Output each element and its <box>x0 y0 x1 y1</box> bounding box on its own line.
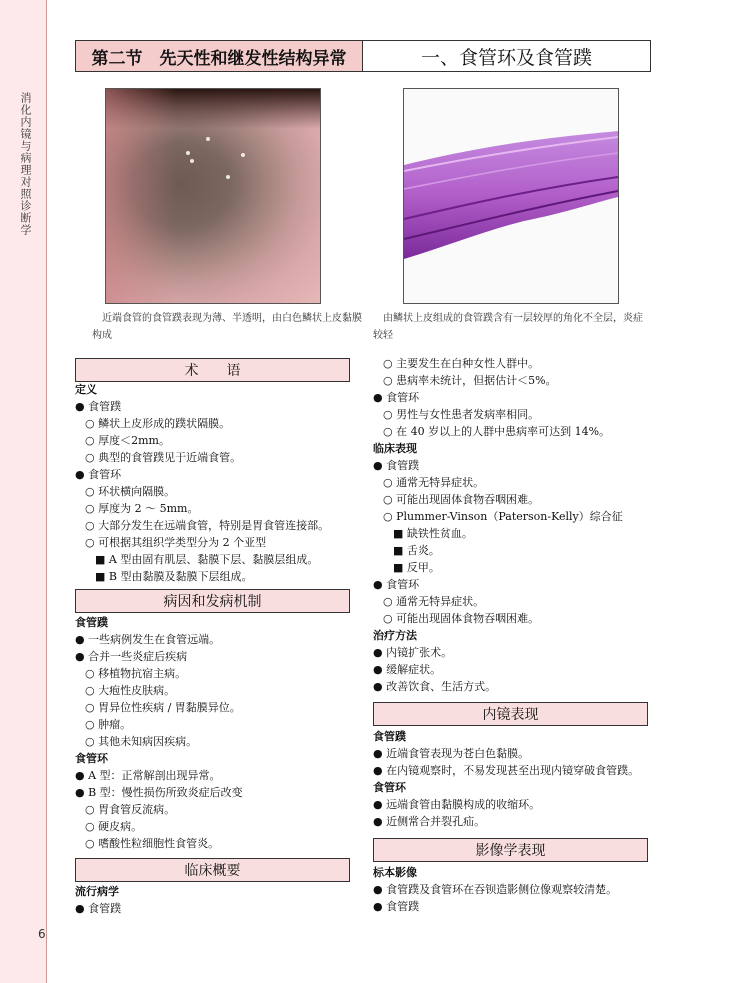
bullet: ○ 硬皮病。 <box>85 820 143 833</box>
bullet: ● 近端食管表现为苍白色黏膜。 <box>373 747 530 760</box>
endoscopy-heading: 内镜表现 <box>373 702 648 726</box>
bullet: ○ 厚度为 2 ～ 5mm。 <box>85 502 199 515</box>
bullet: ● 食管蹼及食管环在吞钡造影侧位像观察较清楚。 <box>373 883 618 896</box>
bullet: ■ 舌炎。 <box>393 544 440 557</box>
bullet: ○ 大疱性皮肤病。 <box>85 684 176 697</box>
endoscopy-photo <box>105 88 321 304</box>
subhead: 临床表现 <box>373 442 417 455</box>
terms-body <box>75 381 329 585</box>
bullet: ■ 缺铁性贫血。 <box>393 527 473 540</box>
book-title: 消化内镜与病理对照诊断学 <box>19 92 32 236</box>
page-number: 6 <box>38 927 46 941</box>
bullet: ○ 胃食管反流病。 <box>85 803 176 816</box>
bullet: ○ 典型的食管蹼见于近端食管。 <box>85 451 242 464</box>
bullet: ● 合并一些炎症后疾病 <box>75 650 188 663</box>
terms-heading: 术 语 <box>75 358 350 382</box>
subhead: 标本影像 <box>373 866 417 879</box>
bullet: ● 近侧常合并裂孔疝。 <box>373 815 486 828</box>
bullet: ○ 鳞状上皮形成的蹼状隔膜。 <box>85 417 231 430</box>
endoscopy-body <box>373 728 639 830</box>
caption-line: 构成 <box>92 330 112 341</box>
chapter-header <box>75 40 651 72</box>
bullet: ● 远端食管由黏膜构成的收缩环。 <box>373 798 541 811</box>
bullet: ○ 可根据其组织学类型分为 2 个亚型 <box>85 536 267 549</box>
bullet: ○ 嗜酸性粒细胞性食管炎。 <box>85 837 220 850</box>
bullet: ○ 大部分发生在远端食管，特别是胃食管连接部。 <box>85 519 330 532</box>
bullet: ● 缓解症状。 <box>373 663 442 676</box>
bullet: ● 食管蹼 <box>373 459 420 472</box>
bullet: ● 食管蹼 <box>75 400 122 413</box>
bullet: ○ 通常无特异症状。 <box>383 595 485 608</box>
caption-line: 较轻 <box>373 330 393 341</box>
section-title: 第二节 先天性和继发性结构异常 <box>76 41 363 71</box>
topic-title: 一、食管环及食管蹼 <box>420 46 592 69</box>
bullet: ● 食管蹼 <box>75 902 122 915</box>
bullet: ○ 移植物抗宿主病。 <box>85 667 187 680</box>
left-figure-caption <box>92 310 362 344</box>
bullet: ○ 通常无特异症状。 <box>383 476 485 489</box>
caption-line: 近端食管的食管蹼表现为薄、半透明，由白色鳞状上皮黏膜 <box>102 313 362 324</box>
histology-section-icon <box>404 89 618 303</box>
subhead: 食管环 <box>75 752 108 765</box>
bullet: ● 食管环 <box>373 578 420 591</box>
bullet: ■ 反甲。 <box>393 561 440 574</box>
bullet: ○ 在 40 岁以上的人群中患病率可达到 14%。 <box>383 425 611 438</box>
bullet: ● A 型：正常解剖出现异常。 <box>75 769 221 782</box>
clinical-heading: 临床概要 <box>75 858 350 882</box>
clinical-body <box>75 883 121 917</box>
subhead: 治疗方法 <box>373 629 417 642</box>
bullet: ○ 患病率未统计，但据估计＜5%。 <box>383 374 557 387</box>
bullet: ■ A 型由固有肌层、黏膜下层、黏膜层组成。 <box>95 553 319 566</box>
right-figure-caption <box>373 310 658 344</box>
histology-photo <box>403 88 619 304</box>
bullet: ■ B 型由黏膜及黏膜下层组成。 <box>95 570 253 583</box>
subhead: 定义 <box>75 383 97 396</box>
bullet: ● 在内镜观察时，不易发现甚至出现内镜穿破食管蹼。 <box>373 764 640 777</box>
subhead: 食管蹼 <box>75 616 108 629</box>
subhead: 食管蹼 <box>373 730 406 743</box>
subhead: 流行病学 <box>75 885 119 898</box>
bullet: ● 改善饮食、生活方式。 <box>373 680 497 693</box>
bullet: ● 食管环 <box>373 391 420 404</box>
epidemiology-continued <box>373 355 623 695</box>
sidebar-strip <box>0 0 47 983</box>
imaging-body <box>373 864 617 915</box>
etiology-body <box>75 614 243 852</box>
caption-line: 由鳞状上皮组成的食管蹼含有一层较厚的角化不全层，炎症 <box>383 313 643 324</box>
bullet: ○ 可能出现固体食物吞咽困难。 <box>383 612 540 625</box>
bullet: ● 内镜扩张术。 <box>373 646 453 659</box>
bullet: ○ 胃异位性疾病 / 胃黏膜异位。 <box>85 701 241 714</box>
imaging-heading: 影像学表现 <box>373 838 648 862</box>
bullet: ● 食管环 <box>75 468 122 481</box>
bullet: ● 一些病例发生在食管远端。 <box>75 633 221 646</box>
bullet: ○ 环状横向隔膜。 <box>85 485 176 498</box>
bullet: ● 食管蹼 <box>373 900 420 913</box>
bullet: ○ 男性与女性患者发病率相同。 <box>383 408 540 421</box>
etiology-heading: 病因和发病机制 <box>75 589 350 613</box>
bullet: ○ 主要发生在白种女性人群中。 <box>383 357 540 370</box>
subhead: 食管环 <box>373 781 406 794</box>
bullet: ○ 可能出现固体食物吞咽困难。 <box>383 493 540 506</box>
bullet: ○ 厚度＜2mm。 <box>85 434 170 447</box>
bullet: ○ Plummer-Vinson（Paterson-Kelly）综合征 <box>383 510 623 523</box>
bullet: ○ 肿瘤。 <box>85 718 132 731</box>
bullet: ● B 型：慢性损伤所致炎症后改变 <box>75 786 243 799</box>
bullet: ○ 其他未知病因疾病。 <box>85 735 198 748</box>
